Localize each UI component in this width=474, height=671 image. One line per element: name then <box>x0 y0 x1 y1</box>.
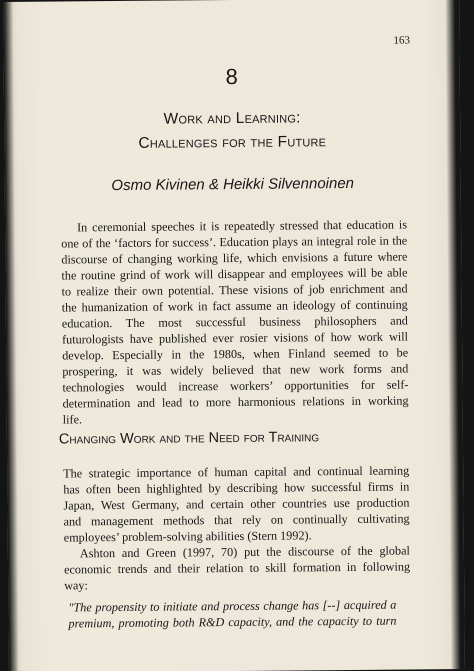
intro-paragraph-line: education. The most successful business philosophers and <box>61 313 408 331</box>
book-page <box>3 0 465 671</box>
section-paragraph-line: and management methods that rely on continually cultivating <box>63 511 410 529</box>
section-paragraph-line: Japan, West Germany, and certain other countries use production <box>63 495 410 513</box>
intro-paragraph-line: develop. Especially in the 1980s, when Finland seemed to be <box>62 345 409 363</box>
section-paragraph-line: Ashton and Green (1997, 70) put the discourse of the global <box>79 543 410 561</box>
section-paragraph-line: way: <box>64 578 88 593</box>
intro-paragraph-line: determination and lead to more harmonious relations in working <box>62 393 409 411</box>
intro-paragraph-line: prospering, it was widely believed that new work forms and <box>62 361 409 379</box>
intro-paragraph-line: technologies would increase workers’ opportunities for self- <box>62 377 409 395</box>
block-quote-line: "The propensity to initiate and process change has [--] acquired a <box>68 597 397 615</box>
intro-paragraph-line: discourse of changing working life, which envisions a future where <box>61 249 408 267</box>
block-quote-line: premium, promoting both R&D capacity, and the capacity to turn <box>68 613 397 631</box>
intro-paragraph-line: futurologists have published ever rosier visions of how work will <box>61 329 409 347</box>
binding-shadow <box>3 2 19 671</box>
intro-paragraph-line: one of the ‘factors for success’. Education plays an integral role in the <box>61 233 408 251</box>
section-heading: Changing Work and the Need for Training <box>58 429 320 448</box>
page-number: 163 <box>393 34 410 47</box>
section-paragraph-line: has often been highlighted by describing how successful firms in <box>63 479 410 497</box>
intro-paragraph-line: the humanization of work in fact assume an ideology of continuing <box>61 297 408 315</box>
intro-paragraph-line: life. <box>62 412 83 427</box>
chapter-number: 8 <box>225 63 238 90</box>
page-edge-shadow <box>445 0 465 669</box>
intro-paragraph-line: In ceremonial speeches it is repeatedly stressed that education is <box>76 217 408 235</box>
chapter-title-line-2: Challenges for the Future <box>138 133 327 152</box>
intro-paragraph-line: to realize their own potential. These visions of job enrichment and <box>61 281 408 299</box>
section-paragraph-line: The strategic importance of human capital and continual learning <box>63 463 410 481</box>
section-paragraph-line: employees’ problem-solving abilities (Stern 1992). <box>63 528 312 545</box>
chapter-authors: Osmo Kivinen & Heikki Silvennoinen <box>111 174 355 195</box>
intro-paragraph-line: the routine grind of work will disappear and employees will be able <box>61 265 408 283</box>
section-paragraph-line: economic trends and their relation to skill formation in following <box>63 559 411 577</box>
chapter-title-line-1: Work and Learning: <box>163 109 301 128</box>
